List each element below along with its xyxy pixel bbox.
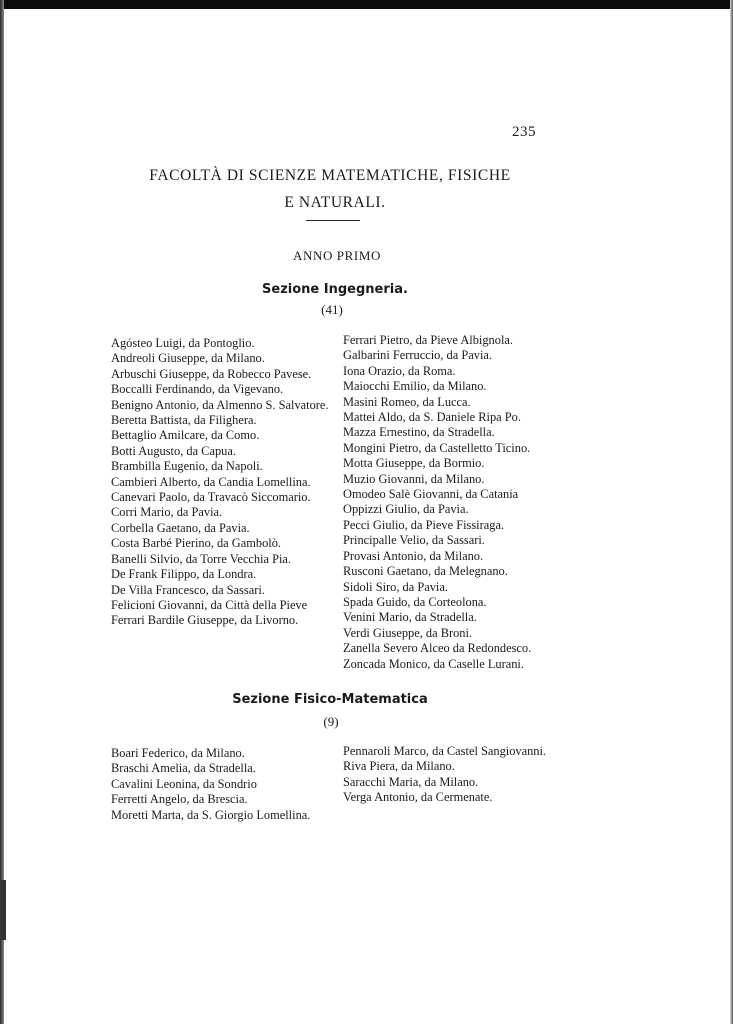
section-title-ingegneria: Sezione Ingegneria.	[262, 282, 408, 297]
list-item: Boari Federico, da Milano.	[111, 746, 245, 760]
list-item: Corri Mario, da Pavia.	[111, 505, 223, 520]
list-item: Cambieri Alberto, da Candia Lomellina.	[111, 474, 311, 489]
section-title-fisico-matematica: Sezione Fisico-Matematica	[232, 692, 428, 707]
list-item: Principalle Velio, da Sassari.	[343, 533, 485, 548]
list-item: Riva Piera, da Milano.	[343, 759, 455, 774]
list-item: Botti Augusto, da Capua.	[111, 443, 236, 458]
list-item: Mazza Ernestino, da Stradella.	[343, 425, 495, 440]
list-item: Andreoli Giuseppe, da Milano.	[111, 351, 265, 366]
list-item: Venini Mario, da Stradella.	[343, 610, 477, 625]
list-item: Agósteo Luigi, da Pontoglio.	[111, 336, 255, 350]
list-item: Spada Guido, da Corteolona.	[343, 594, 487, 609]
list-item: Costa Barbé Pierino, da Gambolò.	[111, 536, 281, 551]
list-item: Pecci Giulio, da Pieve Fissiraga.	[343, 517, 505, 532]
list-item: Omodeo Salè Giovanni, da Catania	[343, 487, 519, 502]
scan-top-border	[0, 0, 733, 9]
list-item: Mattei Aldo, da S. Daniele Ripa Po.	[343, 410, 521, 425]
list-item: Galbarini Ferruccio, da Pavia.	[343, 348, 492, 363]
list-item: Corbella Gaetano, da Pavia.	[111, 520, 250, 535]
list-item: Brambilla Eugenio, da Napoli.	[111, 459, 263, 474]
list-item: Arbuschi Giuseppe, da Robecco Pavese.	[111, 366, 312, 381]
faculty-title-line-1: FACOLTÀ DI SCIENZE MATEMATICHE, FISICHE	[149, 167, 511, 184]
section-count-ingegneria: (41)	[321, 302, 343, 317]
list-item: Saracchi Maria, da Milano.	[343, 774, 479, 789]
faculty-title-line-2: E NATURALI.	[284, 194, 386, 211]
list-item: Cavalini Leonina, da Sondrio	[111, 776, 257, 791]
list-item: De Frank Filippo, da Londra.	[111, 567, 257, 582]
title-rule	[306, 220, 360, 221]
list-item: Masini Romeo, da Lucca.	[343, 394, 471, 409]
section-count-fisico-matematica: (9)	[323, 714, 339, 729]
page-number: 235	[512, 124, 536, 140]
list-item: Braschi Amelia, da Stradella.	[111, 761, 256, 776]
list-item: Canevari Paolo, da Travacò Siccomario.	[111, 490, 311, 505]
list-item: Ferrari Pietro, da Pieve Albignola.	[343, 333, 513, 347]
scan-binding-mark	[0, 880, 6, 940]
fisico-matematica-column-left	[111, 746, 333, 823]
list-item: Ferretti Angelo, da Brescia.	[111, 792, 248, 807]
list-item: Iona Orazio, da Roma.	[343, 363, 456, 378]
scan-left-edge	[0, 0, 4, 1024]
list-item: Oppizzi Giulio, da Pavia.	[343, 502, 469, 517]
list-item: Zanella Severo Alceo da Redondesco.	[343, 641, 532, 656]
list-item: Banelli Silvio, da Torre Vecchia Pia.	[111, 551, 292, 566]
ingegneria-column-right	[343, 333, 565, 672]
ingegneria-column-left	[111, 336, 333, 629]
list-item: Beretta Battista, da Filighera.	[111, 413, 257, 428]
list-item: Pennaroli Marco, da Castel Sangiovanni.	[343, 744, 547, 758]
list-item: Felicioni Giovanni, da Città della Pieve	[111, 597, 308, 612]
list-item: De Villa Francesco, da Sassari.	[111, 582, 265, 597]
list-item: Zoncada Monico, da Caselle Lurani.	[343, 656, 524, 671]
fisico-matematica-column-right	[343, 744, 565, 806]
list-item: Ferrari Bardile Giuseppe, da Livorno.	[111, 613, 299, 628]
list-item: Maiocchi Emilio, da Milano.	[343, 379, 487, 394]
list-item: Boccalli Ferdinando, da Vigevano.	[111, 382, 284, 397]
list-item: Moretti Marta, da S. Giorgio Lomellina.	[111, 807, 311, 822]
list-item: Verga Antonio, da Cermenate.	[343, 790, 493, 805]
year-heading: ANNO PRIMO	[293, 248, 381, 263]
list-item: Motta Giuseppe, da Bormio.	[343, 456, 485, 471]
list-item: Benigno Antonio, da Almenno S. Salvatore.	[111, 397, 329, 412]
list-item: Muzio Giovanni, da Milano.	[343, 471, 485, 486]
list-item: Mongini Pietro, da Castelletto Ticino.	[343, 440, 531, 455]
list-item: Verdi Giuseppe, da Broni.	[343, 625, 473, 640]
list-item: Sidoli Siro, da Pavia.	[343, 579, 448, 594]
list-item: Provasi Antonio, da Milano.	[343, 548, 484, 563]
list-item: Rusconi Gaetano, da Melegnano.	[343, 564, 508, 579]
list-item: Bettaglio Amilcare, da Como.	[111, 428, 260, 443]
